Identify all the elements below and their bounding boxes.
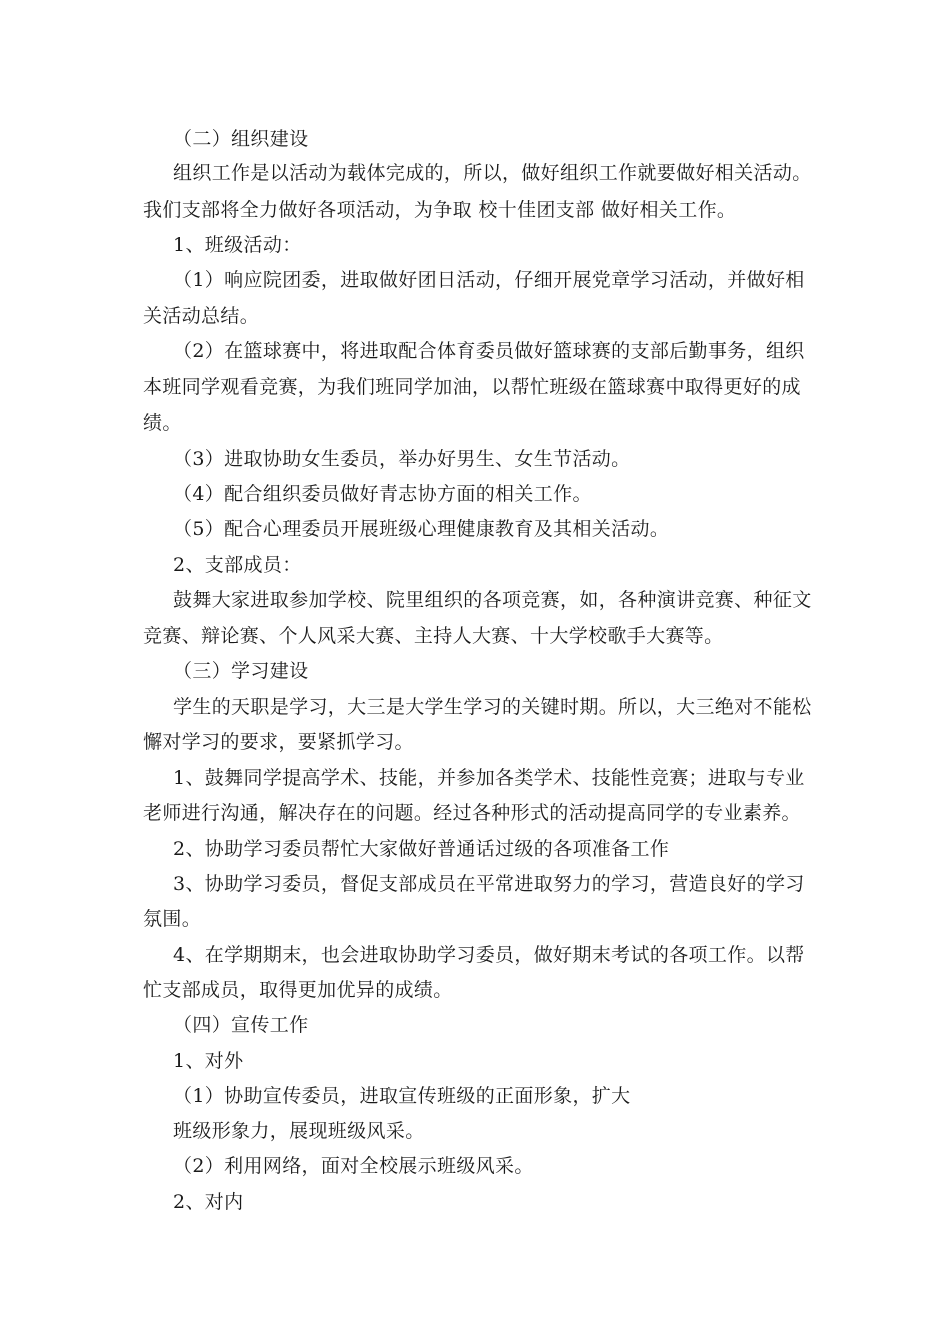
subheading-class-activities: 1、班级活动： (173, 234, 302, 256)
list-item: （5）配合心理委员开展班级心理健康教育及其相关活动。 (173, 518, 670, 540)
list-item-continuation: 忙支部成员，取得更加优异的成绩。 (143, 979, 453, 1001)
paragraph-line: 我们支部将全力做好各项活动，为争取 校十佳团支部 做好相关工作。 (143, 199, 737, 221)
list-item-continuation: 本班同学观看竞赛，为我们班同学加油，以帮忙班级在篮球赛中取得更好的成 (143, 376, 801, 398)
subheading-branch-members: 2、支部成员： (173, 554, 302, 576)
list-item-continuation: 关活动总结。 (143, 305, 260, 327)
list-item: （2）利用网络，面对全校展示班级风采。 (173, 1155, 534, 1177)
section-heading-organization: （二）组织建设 (173, 128, 309, 150)
list-item: 3、协助学习委员，督促支部成员在平常进取努力的学习，营造良好的学习 (173, 873, 805, 895)
list-item: （4）配合组织委员做好青志协方面的相关工作。 (173, 483, 592, 505)
section-heading-publicity: （四）宣传工作 (173, 1014, 309, 1036)
paragraph-line: 鼓舞大家进取参加学校、院里组织的各项竞赛，如，各种演讲竞赛、种征文 (173, 589, 812, 611)
list-item: （3）进取协助女生委员，举办好男生、女生节活动。 (173, 448, 631, 470)
list-item: （2）在篮球赛中，将进取配合体育委员做好篮球赛的支部后勤事务，组织 (173, 340, 805, 362)
list-item-continuation: 班级形象力，展现班级风采。 (173, 1120, 425, 1142)
list-item-continuation: 老师进行沟通，解决存在的问题。经过各种形式的活动提高同学的专业素养。 (143, 802, 801, 824)
list-item: （1）协助宣传委员，进取宣传班级的正面形象，扩大 (173, 1085, 631, 1107)
list-item: （1）响应院团委，进取做好团日活动，仔细开展党章学习活动，并做好相 (173, 269, 805, 291)
list-item: 2、协助学习委员帮忙大家做好普通话过级的各项准备工作 (173, 838, 670, 860)
list-item-continuation: 氛围。 (143, 908, 202, 930)
paragraph-line: 懈对学习的要求，要紧抓学习。 (143, 731, 414, 753)
section-heading-study: （三）学习建设 (173, 660, 309, 682)
subheading-external: 1、对外 (173, 1050, 244, 1072)
list-item: 4、在学期期末，也会进取协助学习委员，做好期末考试的各项工作。以帮 (173, 944, 805, 966)
paragraph-line: 组织工作是以活动为载体完成的，所以，做好组织工作就要做好相关活动。 (173, 162, 812, 184)
paragraph-line: 学生的天职是学习，大三是大学生学习的关键时期。所以，大三绝对不能松 (173, 696, 812, 718)
paragraph-line: 竞赛、辩论赛、个人风采大赛、主持人大赛、十大学校歌手大赛等。 (143, 625, 724, 647)
list-item-continuation: 绩。 (143, 412, 182, 434)
subheading-internal: 2、对内 (173, 1191, 244, 1213)
list-item: 1、鼓舞同学提高学术、技能，并参加各类学术、技能性竞赛；进取与专业 (173, 767, 805, 789)
